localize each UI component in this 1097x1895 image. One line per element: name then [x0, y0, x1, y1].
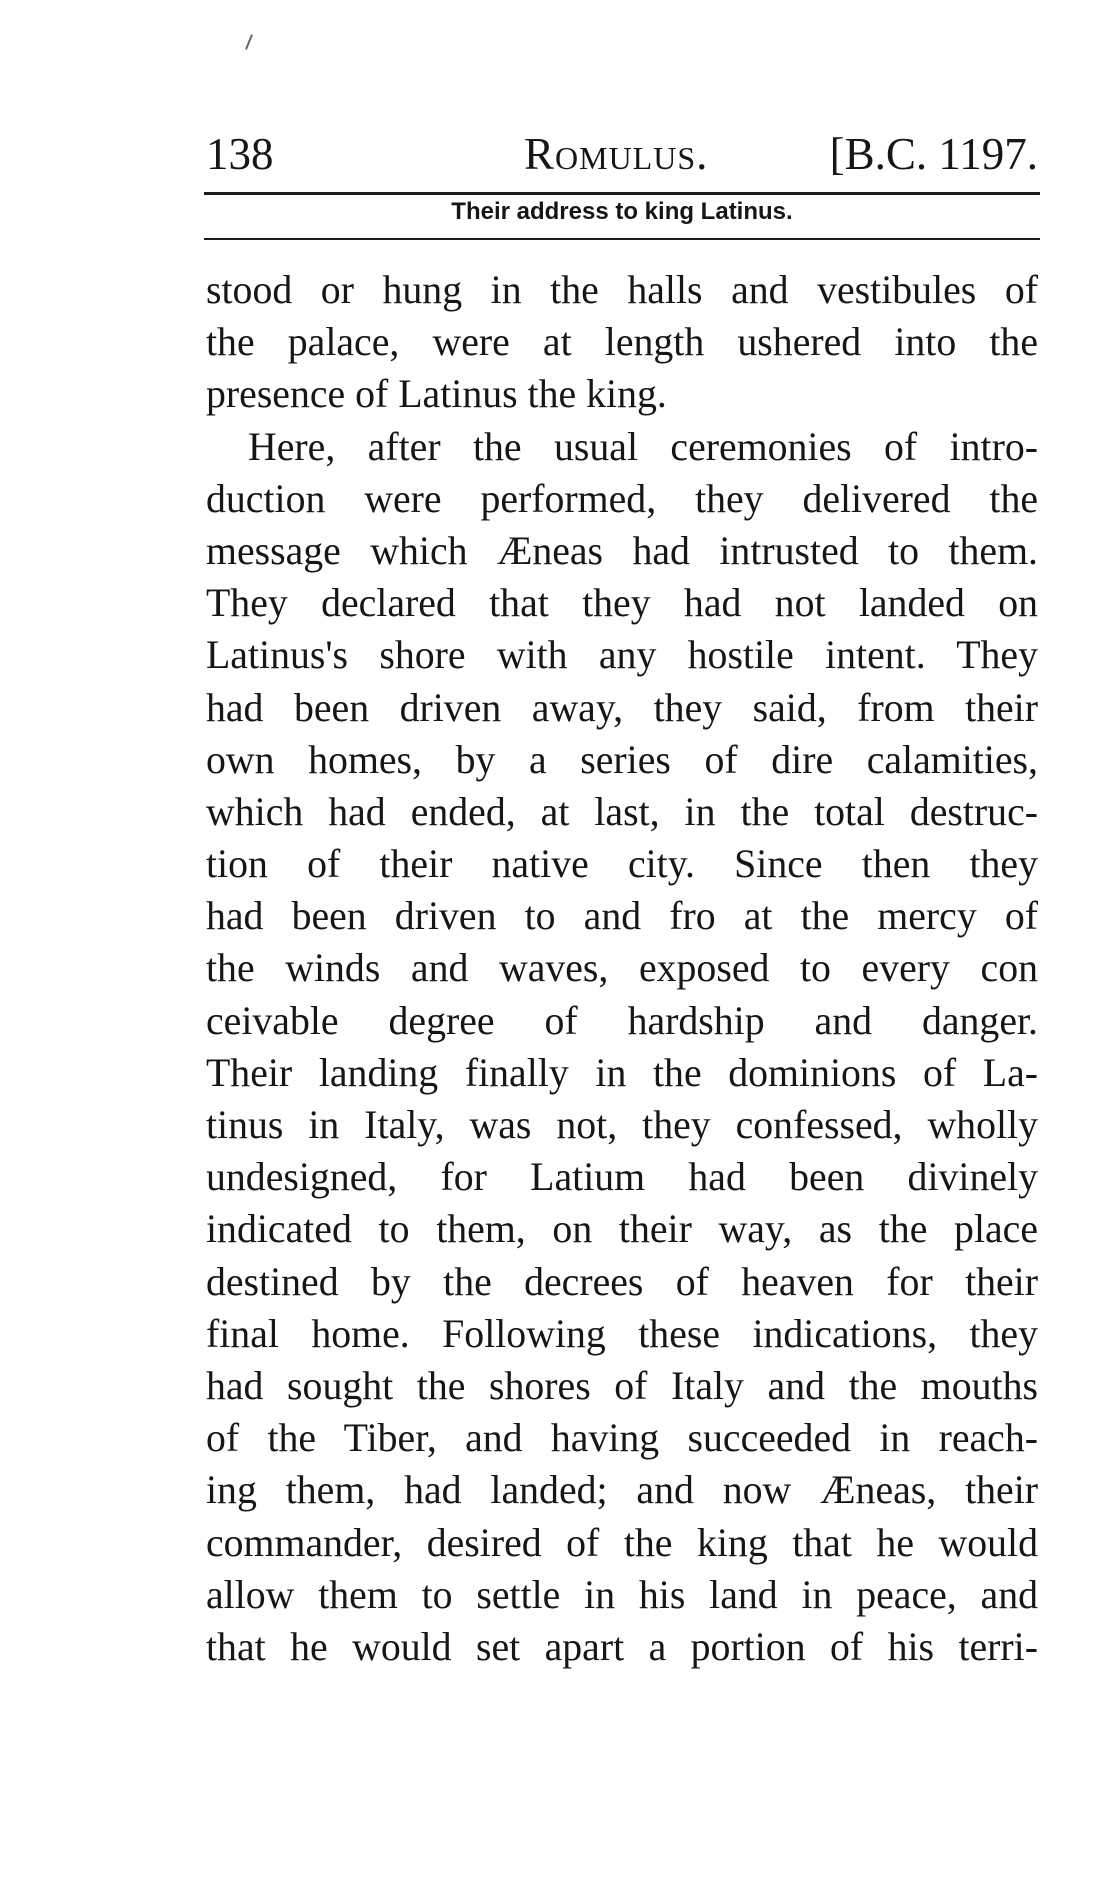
header-date: [B.C. 1197. [829, 129, 1038, 179]
text-line: that he would set apart a portion of his terri- [206, 1624, 1038, 1669]
text-line: ceivable degree of hardship and danger. [206, 998, 1038, 1043]
text-line: final home. Following these indications, they [206, 1311, 1038, 1356]
text-line: the palace, were at length ushered into the [206, 320, 1038, 365]
text-line: own homes, by a series of dire calamities, [206, 737, 1038, 782]
body-text [206, 264, 1038, 1673]
text-line: which had ended, at last, in the total destruc- [206, 789, 1038, 834]
text-line: allow them to settle in his land in peace, and [206, 1572, 1038, 1617]
page-number: 138 [206, 129, 274, 179]
text-line: duction were performed, they delivered the [206, 476, 1038, 521]
text-line: tinus in Italy, was not, they confessed, wholly [206, 1103, 1038, 1147]
text-line: Here, after the usual ceremonies of intro- [248, 424, 1038, 469]
header-rule-bottom [204, 238, 1040, 240]
text-line: the winds and waves, exposed to every con [206, 946, 1038, 991]
text-line: commander, desired of the king that he would [206, 1520, 1038, 1565]
page-subtitle: Their address to king Latinus. [451, 198, 793, 225]
text-line: They declared that they had not landed on [206, 581, 1038, 626]
text-line: had sought the shores of Italy and the mouths [206, 1363, 1038, 1408]
stray-pen-mark [245, 34, 253, 50]
header-rule-top [204, 192, 1040, 195]
running-title: Romulus. [524, 129, 709, 179]
text-line: Latinus's shore with any hostile intent. They [206, 633, 1038, 678]
text-line: had been driven to and fro at the mercy of [206, 894, 1038, 939]
running-header [206, 112, 1038, 179]
text-line: undesigned, for Latium had been divinely [206, 1155, 1038, 1200]
text-line: indicated to them, on their way, as the place [206, 1207, 1038, 1252]
text-line: Their landing finally in the dominions of La- [206, 1050, 1038, 1095]
text-line: stood or hung in the halls and vestibules of [206, 268, 1038, 312]
text-line: tion of their native city. Since then they [206, 842, 1038, 887]
text-line: had been driven away, they said, from their [206, 685, 1038, 730]
text-line: message which Æneas had intrusted to them. [206, 528, 1038, 573]
text-line: destined by the decrees of heaven for their [206, 1259, 1038, 1304]
text-line: of the Tiber, and having succeeded in reach- [206, 1416, 1038, 1461]
text-line: presence of Latinus the king. [206, 372, 667, 417]
text-line: ing them, had landed; and now Æneas, their [206, 1468, 1038, 1513]
